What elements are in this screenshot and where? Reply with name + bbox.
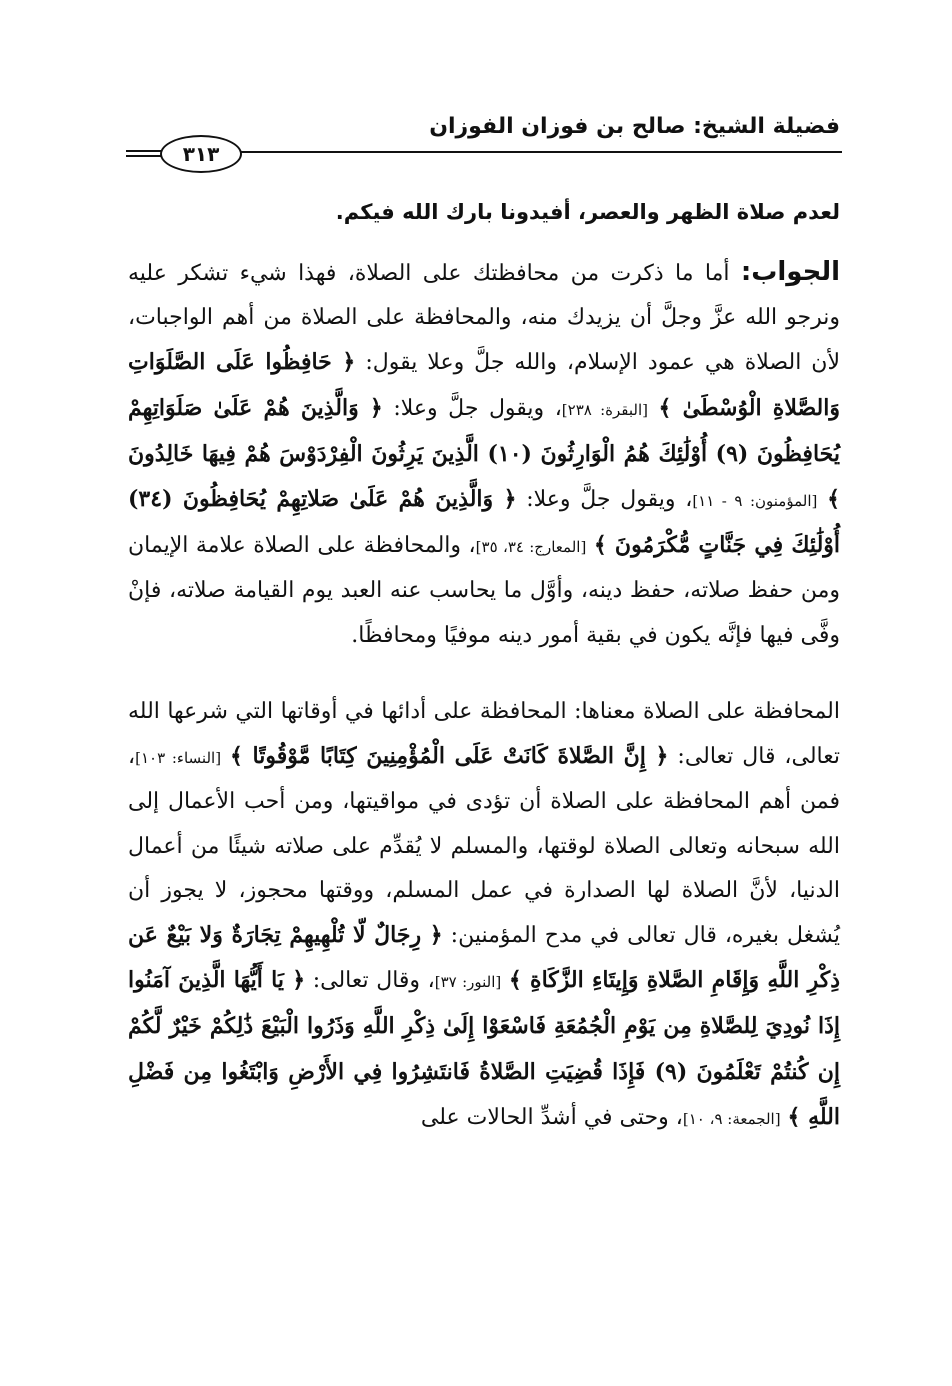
answer-label: الجواب: [740,257,841,287]
body-paragraph [128,690,840,1141]
answer-intro: أما ما ذكرت من محافظتك على الصلاة، فهذا شيء تشكر عليه ونرجو الله عزَّ وجلَّ أن يزيدك منه، والمحافظة على الصلاة من أهم الواجبات، لأن الصلاة هي عمود الإسلام، والله جلَّ وعلا يقول: [128,261,841,376]
header-rule-ornament [126,150,162,157]
answer-text: ، ويقول جلَّ وعلا: [393,395,562,421]
page-number: ٣١٣ [182,142,220,166]
question-tail: لعدم صلاة الظهر والعصر، أفيدونا بارك الله فيكم. [335,200,840,224]
verse-reference: [المعارج: ٣٤، ٣٥] [475,538,587,557]
quran-verse-baqarah: ﴿ حَافِظُوا عَلَى الصَّلَوَاتِ وَالصَّلاةِ الْوُسْطَىٰ ﴾ [128,349,840,421]
quran-verse-jumuah: ﴿ يَا أَيُّهَا الَّذِينَ آمَنُوا إِذَا نُودِيَ لِلصَّلاةِ مِن يَوْمِ الْجُمُعَةِ فَاسْعَوْا إِلَىٰ ذِكْرِ اللَّهِ وَذَرُوا الْبَيْعَ ذَٰلِكُمْ خَيْرٌ لَّكُمْ إِن كُنتُمْ تَعْلَمُونَ (٩) فَإِذَا قُضِيَتِ الصَّلاةُ فَانتَشِرُوا فِي الأَرْضِ وَابْتَغُوا مِن فَضْلِ اللَّهِ ﴾ [128,967,841,1130]
paragraph-text: ، وحتى في أشدِّ الحالات على [420,1104,683,1130]
answer-text: ، والمحافظة على الصلاة علامة الإيمان ومن حفظ صلاته، حفظ دينه، وأوَّل ما يحاسب عنه العبد يوم القيامة صلاته، فإنْ وفَّى فيها فإنَّه يكون في بقية أمور دينه موفيًا ومحافظًا. [128,533,840,648]
answer-text: ، ويقول جلَّ وعلا: [526,487,693,513]
paragraph-intro: المحافظة على الصلاة معناها: المحافظة على أدائها في أوقاتها التي شرعها الله تعالى، قال تعالى: [128,699,840,770]
quran-verse-nur: ﴿ رِجَالٌ لّا تُلْهِيهِمْ تِجَارَةٌ وَلا بَيْعٌ عَن ذِكْرِ اللَّهِ وَإِقَامِ الصَّلاةِ وَإِيتَاءِ الزَّكَاةِ ﴾ [128,922,841,994]
verse-reference: [البقرة: ٢٣٨] [561,400,649,419]
verse-reference: [المؤمنون: ٩ - ١١] [692,492,818,511]
answer-paragraph [128,250,840,658]
paragraph-text: ، فمن أهم المحافظة على الصلاة أن تؤدى في مواقيتها، ومن أحب الأعمال إلى الله سبحانه وتعالى الصلاة لوقتها، والمسلم لا يُقدِّم على صلاته شيئًا من أعمال الدنيا، لأنَّ الصلاة لها الصدارة في عمل المسلم، ووقتها محجوز، لا يجوز أن يُشغل بغيره، قال تعالى في مدح المؤمنين: [128,744,840,949]
running-header-title: فضيلة الشيخ: صالح بن فوزان الفوزان [429,114,840,139]
verse-reference: [النساء: ١٠٣] [135,749,222,768]
verse-reference: [النور: ٣٧] [434,973,502,992]
paragraph-text: ، وقال تعالى: [312,968,435,994]
quran-verse-nisa: ﴿ إِنَّ الصَّلاةَ كَانَتْ عَلَى الْمُؤْمِنِينَ كِتَابًا مَّوْقُوتًا ﴾ [230,743,669,770]
page-number-badge [160,135,242,173]
quran-verse-maarij: ﴿ وَالَّذِينَ هُمْ عَلَىٰ صَلاتِهِمْ يُحَافِظُونَ (٣٤) أُوْلَٰئِكَ فِي جَنَّاتٍ مُّكْرَمُونَ ﴾ [128,486,841,559]
verse-reference: [الجمعة: ٩، ١٠] [682,1109,781,1128]
quran-verse-muminun: ﴿ وَالَّذِينَ هُمْ عَلَىٰ صَلَوَاتِهِمْ يُحَافِظُونَ (٩) أُوْلَٰئِكَ هُمُ الْوَارِثُونَ (١٠) الَّذِينَ يَرِثُونَ الْفِرْدَوْسَ هُمْ فِيهَا خَالِدُونَ ﴾ [128,394,840,513]
